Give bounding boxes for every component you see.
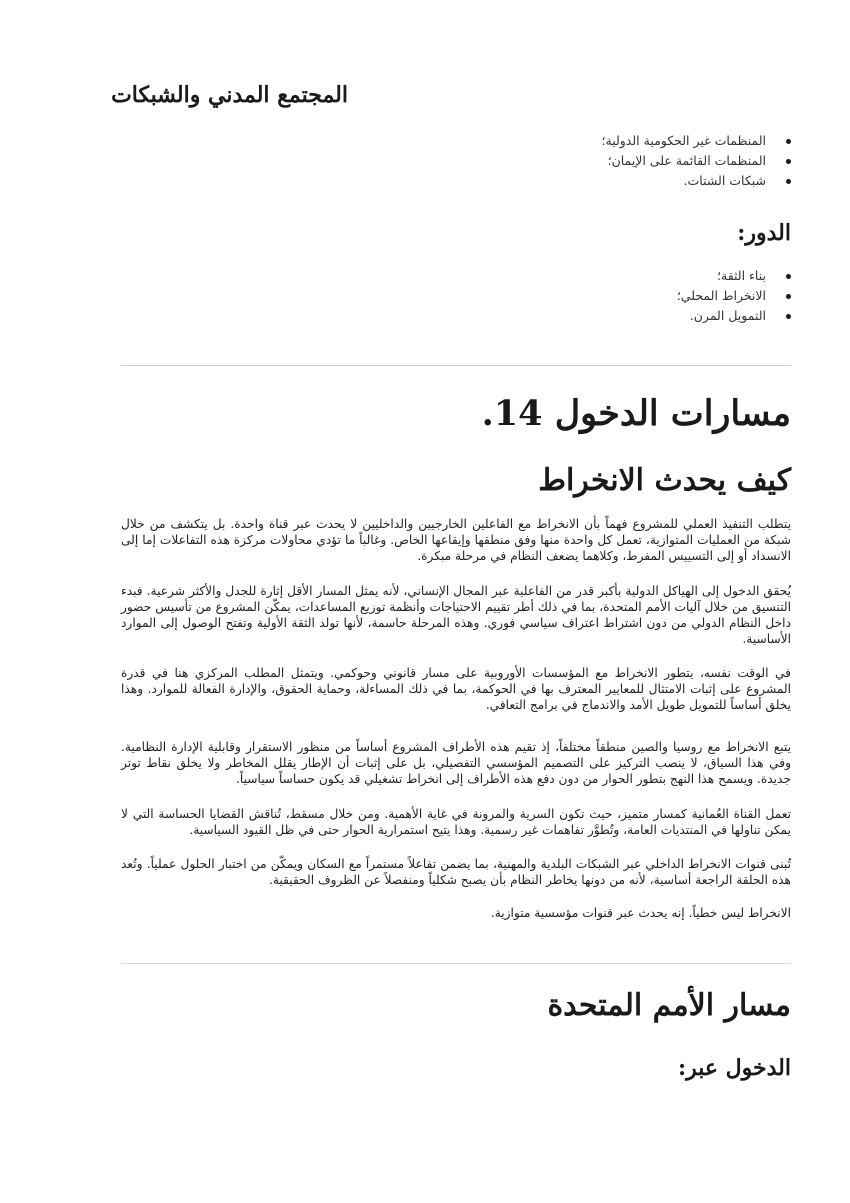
paragraph: يتبع الانخراط مع روسيا والصين منطقاً مختلفاً، إذ تقيم هذه الأطراف المشروع أساساً من منظور الاستقرار وقابلية الإدارة النظامية. وفي هذا السياق، لا ينصب التركيز على التصميم المؤسسي التفصيلي، بل على إثبات أن الإطار يقلل المخاطر ولا يخلق نقاط توتر جديدة. ويسمح هذا النهج بتطور الحوار من دون دفع هذه الأطراف إلى انخراط تشغيلي قد يكون حساساً سياسياً. [121,740,791,786]
list-item: بناء الثقة؛ [121,266,791,286]
paragraph: في الوقت نفسه، يتطور الانخراط مع المؤسسات الأوروبية على مسار قانوني وحوكمي. ويتمثل المطلب المركزي هنا في قدرة المشروع على إثبات الامتثال للمعايير المعترف بها في الحوكمة، بما في ذلك المساءلة، وحماية الحقوق، والإدارة الفعالة للموارد. وهذا يخلق أساساً للتمويل طويل الأمد والاندماج في برامج التعافي. [121,666,791,712]
entry-via-heading: الدخول عبر: [678,1055,791,1081]
paragraph: تعمل القناة العُمانية كمسار متميز، حيث تكون السرية والمرونة في غاية الأهمية. ومن خلال مسقط، تُناقش القضايا الحساسة التي لا يمكن تناولها في المنتديات العامة، وتُطوَّر تفاهمات غير رسمية. وهذا يتيح استمرارية الحوار حتى في ظل القيود السياسية. [121,807,791,837]
paragraph: الانخراط ليس خطياً. إنه يحدث عبر قنوات مؤسسية متوازية. [490,906,791,920]
un-track-title: مسار الأمم المتحدة [547,988,791,1023]
civil-society-list [121,131,791,191]
section-number: 14. [481,393,543,434]
section-divider [121,365,791,366]
paragraph: يتطلب التنفيذ العملي للمشروع فهماً بأن الانخراط مع الفاعلين الخارجيين والداخليين لا يحدث عبر قناة واحدة. بل يتكشف من خلال شبكة من العمليات المتوازية، تعمل كل واحدة منها وفق منطقها وإيقاعها الخاص. وغالباً ما تؤدي محاولات مركزة هذه التفاعلات إما إلى الانسداد أو إلى التسييس المفرط، وكلاهما يضعف النظام في مرحلة مبكرة. [121,517,791,563]
how-engagement-heading: كيف يحدث الانخراط [538,463,791,498]
bullet-icon [786,274,791,279]
section-title-text: مسارات الدخول [554,393,791,434]
list-item: المنظمات القائمة على الإيمان؛ [121,151,791,171]
bullet-icon [786,179,791,184]
role-list [121,266,791,326]
list-item: الانخراط المحلي؛ [121,286,791,306]
bullet-icon [786,159,791,164]
paragraph: تُبنى قنوات الانخراط الداخلي عبر الشبكات البلدية والمهنية، بما يضمن تفاعلاً مستمراً مع السكان ويمكّن من اختبار الحلول عملياً. وتُعد هذه الحلقة الراجعة أساسية، لأنه من دونها يخاطر النظام بأن يصبح شكلياً ومنفصلاً عن الظروف الحقيقية. [121,857,791,887]
bullet-icon [786,314,791,319]
civil-society-heading: المجتمع المدني والشبكات [111,82,348,108]
list-item: شبكات الشتات. [121,171,791,191]
role-heading: الدور: [737,220,791,246]
paragraph: يُحقق الدخول إلى الهياكل الدولية بأكبر قدر من الفاعلية عبر المجال الإنساني، لأنه يمثل المسار الأقل إثارة للجدل والأكثر شرعية. فبدء التنسيق من خلال آليات الأمم المتحدة، بما في ذلك أطر تقييم الاحتياجات وأنظمة توزيع المساعدات، يمكّن المشروع من تأسيس حضور داخل النظام الدولي من دون اشتراط اعتراف سياسي فوري. وهذه المرحلة حاسمة، لأنها تولد الثقة الأولية وتفتح الوصول إلى الموارد الأساسية. [121,584,791,646]
bullet-icon [786,139,791,144]
section-divider [121,963,791,964]
section-14-title [121,393,791,435]
bullet-icon [786,294,791,299]
list-item: المنظمات غير الحكومية الدولية؛ [121,131,791,151]
list-item: التمويل المرن. [121,306,791,326]
